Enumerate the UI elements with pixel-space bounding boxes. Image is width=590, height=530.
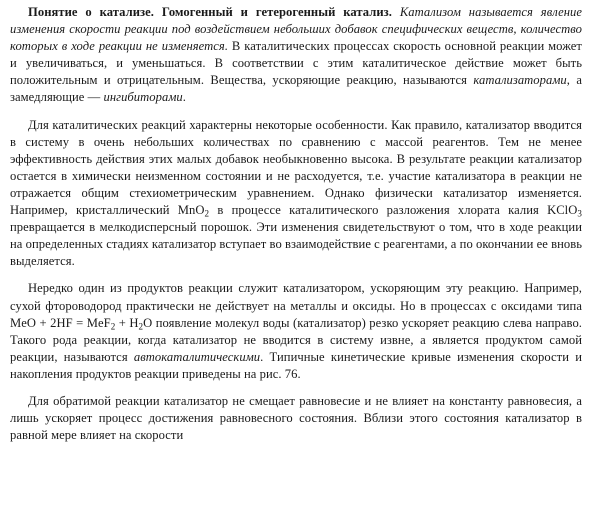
section-heading: Понятие о катализе. Гомогенный и гетерогенный катализ. xyxy=(28,5,400,19)
paragraph-3 xyxy=(10,280,582,383)
subscript: 3 xyxy=(577,208,582,219)
text-run: + H xyxy=(115,315,139,330)
text-run: в процессе каталитического разложения хлората калия KClO xyxy=(209,203,578,218)
subscript: 2 xyxy=(204,208,210,219)
italic-term: Катализом называется явление изменения скорости реакции под воздействием небольших добавок специфических веществ, количество которых в ходе реакции не изменяется. xyxy=(10,5,582,54)
paragraph-2 xyxy=(10,117,582,271)
subscript: 2 xyxy=(138,320,144,331)
italic-term: катализаторами xyxy=(473,73,567,88)
paragraph-4 xyxy=(10,393,582,444)
italic-term: ингибиторами xyxy=(103,90,183,105)
text-run: В каталитических процессах скорость основной реакции может и увеличиваться, и уменьшаться. В соответствии с этим каталитическое действие может быть положительным и отрицательным. Вещества, ускоряющие реакцию, называются xyxy=(10,39,582,88)
paragraph-1 xyxy=(10,4,582,107)
text-run: . Типичные кинетические кривые изменения скорости и накопления продуктов реакции приведены на рис. 76. xyxy=(10,349,582,381)
text-body xyxy=(10,4,582,444)
text-run: превращается в мелкодисперсный порошок. Эти изменения свидетельствуют о том, что в ходе реакции на определенных стадиях катализатор вступает во взаимодействие с реагентами, а по окончании ее вновь выделяется. xyxy=(10,220,582,269)
text-run: , а замедляющие — xyxy=(10,73,582,105)
text-run: . xyxy=(182,90,186,105)
text-run: Для каталитических реакций характерны некоторые особенности. Как правило, катализатор вводится в систему в очень небольших количествах по сравнению с массой реагентов. Тем не менее эффективность действия этих малых добавок необыкновенно высока. В результате реакции катализатор остается в химически неизменном состоянии и не расходуется, т.е. участие катализатора в реакции не отражается общим стехиометрическим уравнением. Однако физически катализатор изменяется. Например, кристаллический MnO xyxy=(10,117,582,218)
italic-term: автокаталитическими xyxy=(133,349,261,364)
text-run: Для обратимой реакции катализатор не смещает равновесие и не влияет на константу равновесия, а лишь ускоряет процесс достижения равновесного состояния. Вблизи этого состояния катализатор в равной мере влияет на скорости xyxy=(10,393,582,443)
text-run: Нередко один из продуктов реакции служит катализатором, ускоряющим эту реакцию. Например, сухой фтороводород практически не действует на металлы и оксиды. Но в процессах с оксидами типа MeO + 2HF = MeF xyxy=(10,281,582,330)
subscript: 2 xyxy=(110,320,116,331)
text-run: O появление молекул воды (катализатор) резко ускоряет реакцию слева направо. Такого рода реакции, когда катализатор не вводится в систему извне, а является продуктом самой реакции, называются xyxy=(10,315,582,364)
